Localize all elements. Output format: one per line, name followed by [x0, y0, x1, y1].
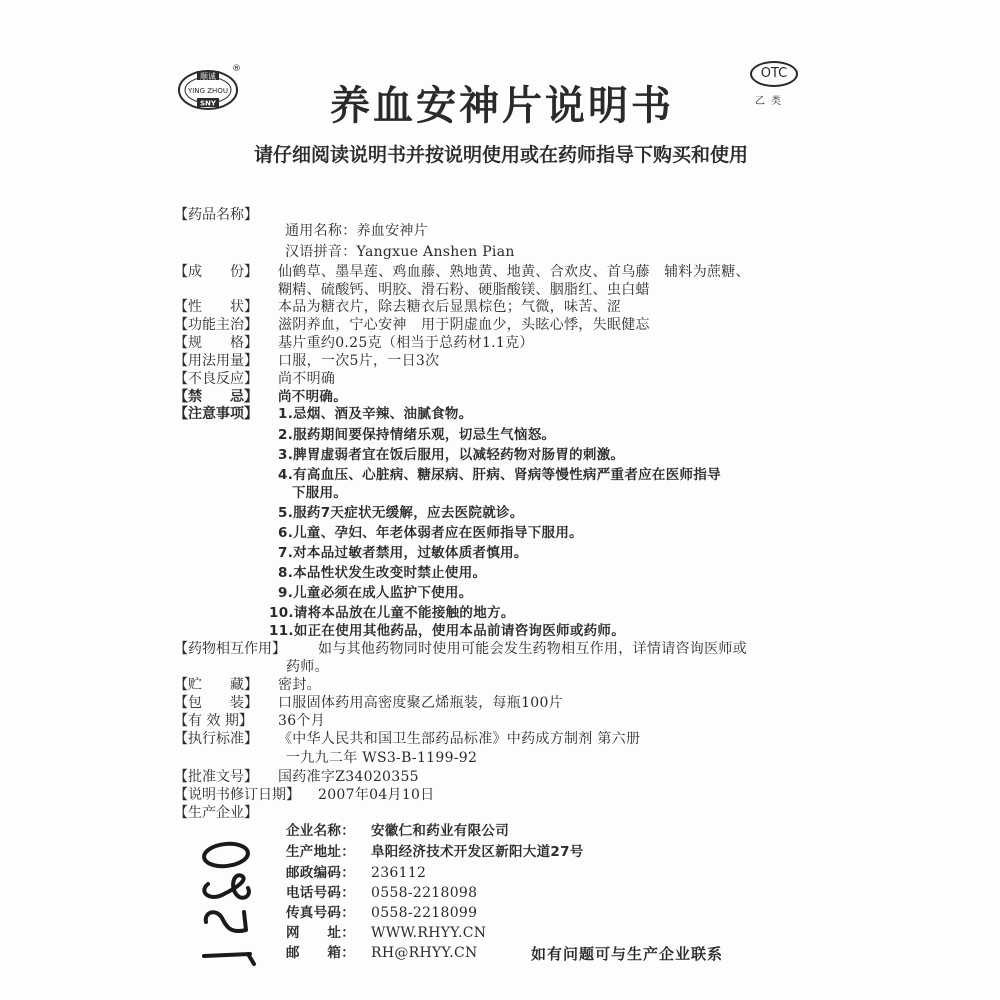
pinyin-name: 汉语拼音：Yangxue Anshen Pian: [285, 244, 515, 260]
revision-text: 2007年04月10日: [318, 787, 435, 803]
storage-text: 密封。: [278, 677, 321, 693]
manufacturer-key: 网 址：: [286, 925, 355, 941]
precaution-item: 5.服药7天症状无缓解，应去医院就诊。: [278, 505, 524, 521]
precautions-label: 【注意事项】: [174, 406, 258, 422]
appearance-text: 本品为糖衣片，除去糖衣后显黑棕色；气微，味苦、涩: [278, 299, 622, 315]
interactions-line-1: 如与其他药物同时使用可能会发生药物相互作用，详情请咨询医师或: [318, 641, 747, 657]
ingredients-line-2: 糊精、硫酸钙、明胶、滑石粉、硬脂酸镁、胭脂红、虫白蜡: [278, 282, 650, 298]
indications-text: 滋阴养血，宁心安神 用于阴虚血少，头眩心悸，失眠健忘: [278, 317, 650, 333]
page-title: 养血安神片说明书: [330, 82, 674, 129]
specification-label: 【规 格】: [174, 335, 258, 351]
contact-note: 如有问题可与生产企业联系: [531, 945, 724, 963]
manufacturer-value: 阜阳经济技术开发区新阳大道27号: [371, 844, 584, 860]
standard-label: 【执行标准】: [174, 731, 258, 747]
package-text: 口服固体药用高密度聚乙烯瓶装，每瓶100片: [278, 695, 564, 711]
manufacturer-key: 邮政编码：: [286, 865, 355, 881]
precaution-item: 3.脾胃虚弱者宜在饭后服用，以减轻药物对肠胃的刺激。: [278, 447, 625, 463]
precaution-item: 1.忌烟、酒及辛辣、油腻食物。: [278, 406, 473, 422]
approval-label: 【批准文号】: [174, 769, 258, 785]
contraindications-text: 尚不明确。: [278, 389, 347, 405]
package-label: 【包 装】: [174, 695, 258, 711]
registered-mark: ®: [232, 64, 241, 74]
specification-text: 基片重约0.25克（相当于总药材1.1克）: [278, 335, 534, 351]
manufacturer-value: 0558-2218098: [371, 885, 478, 901]
manufacturer-key: 传真号码：: [286, 905, 355, 921]
precaution-item: 9.儿童必须在成人监护下使用。: [278, 585, 473, 601]
dosage-text: 口服，一次5片，一日3次: [278, 353, 440, 369]
adverse-text: 尚不明确: [278, 371, 336, 387]
svg-text:YING ZHOU: YING ZHOU: [188, 87, 228, 95]
precaution-item: 10.请将本品放在儿童不能接触的地方。: [269, 605, 515, 621]
interactions-label: 【药物相互作用】: [174, 641, 286, 657]
drug-name-label: 【药品名称】: [174, 207, 258, 223]
standard-line-1: 《中华人民共和国卫生部药品标准》中药成方制剂 第六册: [278, 731, 641, 747]
precaution-item-continuation: 下服用。: [292, 485, 348, 501]
indications-label: 【功能主治】: [174, 317, 258, 333]
dosage-label: 【用法用量】: [174, 353, 258, 369]
contraindications-label: 【禁 忌】: [174, 389, 258, 405]
ingredients-line-1: 仙鹤草、墨旱莲、鸡血藤、熟地黄、地黄、合欢皮、首乌藤 辅料为蔗糖、: [278, 264, 750, 280]
brand-logo: [177, 68, 239, 112]
manufacturer-value: RH@RHYY.CN: [371, 945, 478, 961]
interactions-line-2: 药师。: [286, 659, 329, 675]
handwritten-number: [190, 838, 270, 978]
approval-text: 国药准字Z34020355: [278, 769, 419, 785]
precaution-item: 7.对本品过敏者禁用，过敏体质者慎用。: [278, 545, 528, 561]
manufacturer-key: 邮 箱：: [286, 945, 355, 961]
manufacturer-value: 236112: [371, 865, 427, 881]
standard-line-2: 一九九二年 WS3-B-1199-92: [286, 750, 478, 766]
manufacturer-value: 安徽仁和药业有限公司: [371, 823, 509, 839]
appearance-label: 【性 状】: [174, 299, 258, 315]
otc-class-label: 乙类: [755, 96, 787, 107]
manufacturer-key: 企业名称：: [286, 823, 355, 839]
precaution-item: 2.服药期间要保持情绪乐观，切忌生气恼怒。: [278, 427, 556, 443]
manufacturer-label: 【生产企业】: [174, 805, 258, 821]
manufacturer-key: 生产地址：: [286, 844, 355, 860]
manufacturer-value: WWW.RHYY.CN: [371, 925, 487, 941]
validity-text: 36个月: [278, 713, 326, 729]
validity-label: 【有 效 期】: [174, 713, 253, 729]
otc-badge: OTC: [750, 61, 798, 87]
generic-name: 通用名称：养血安神片: [285, 223, 428, 239]
revision-label: 【说明书修订日期】: [174, 787, 300, 803]
adverse-label: 【不良反应】: [174, 371, 258, 387]
precaution-item: 11.如正在使用其他药品，使用本品前请咨询医师或药师。: [269, 623, 626, 639]
usage-notice: 请仔细阅读说明书并按说明使用或在药师指导下购买和使用: [254, 144, 749, 166]
manufacturer-key: 电话号码：: [286, 885, 355, 901]
storage-label: 【贮 藏】: [174, 677, 258, 693]
svg-text:SNY: SNY: [200, 99, 216, 108]
precaution-item: 8.本品性状发生改变时禁止使用。: [278, 565, 487, 581]
precaution-item: 6.儿童、孕妇、年老体弱者应在医师指导下服用。: [278, 525, 583, 541]
manufacturer-value: 0558-2218099: [371, 905, 478, 921]
ingredients-label: 【成 份】: [174, 264, 258, 280]
precaution-item: 4.有高血压、心脏病、糖尿病、肝病、肾病等慢性病严重者应在医师指导: [278, 467, 721, 483]
svg-text:顺诚: 顺诚: [200, 72, 216, 81]
